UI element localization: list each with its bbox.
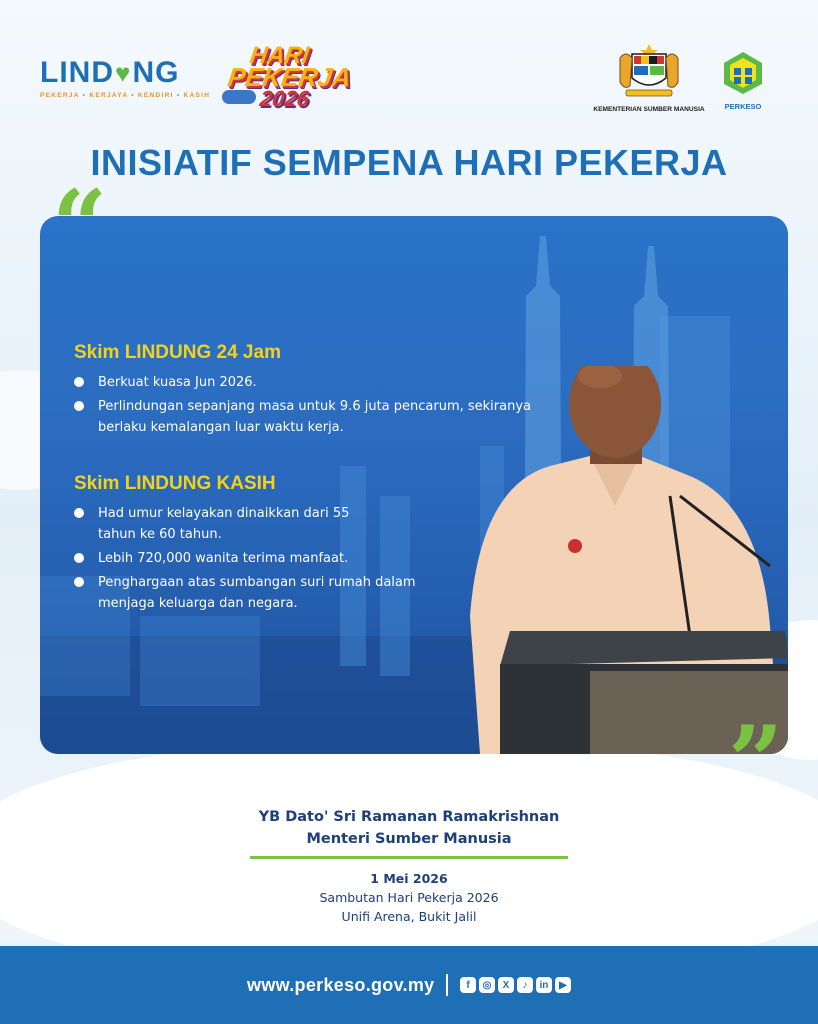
tiktok-icon[interactable]: ♪ (517, 977, 533, 993)
event-date: 1 Mei 2026 (370, 871, 448, 886)
bullet-icon (74, 377, 84, 387)
bullet-icon (74, 577, 84, 587)
footer-bar (0, 946, 818, 1024)
heart-icon: ♥ (115, 57, 132, 88)
logo-line-3: 2026 (258, 86, 311, 111)
bullet-icon (74, 508, 84, 518)
social-links (460, 977, 571, 993)
facebook-icon[interactable]: f (460, 977, 476, 993)
list-item-text: Berkuat kuasa Jun 2026. (98, 375, 257, 390)
youtube-icon[interactable]: ▶ (555, 977, 571, 993)
speaker-photo (440, 366, 788, 754)
instagram-icon[interactable]: ◎ (479, 977, 495, 993)
speaker-position: Menteri Sumber Manusia (306, 831, 512, 847)
lindung-tagline: PEKERJA • KERJAYA • KENDIRI • KASIH (40, 92, 211, 99)
website-link[interactable]: www.perkeso.gov.my (247, 974, 435, 995)
event-name: Sambutan Hari Pekerja 2026 (319, 890, 499, 905)
section-title: Skim LINDUNG KASIH (74, 473, 276, 494)
coat-of-arms-icon (612, 40, 686, 100)
page-title: INISIATIF SEMPENA HARI PEKERJA (90, 142, 728, 183)
list-item (74, 548, 454, 569)
logo-line-1: HARI (248, 42, 311, 69)
logo-line-2: PEKERJA (225, 62, 354, 92)
close-quote-icon: ” (728, 705, 784, 818)
section-lindung-kasih (74, 473, 454, 617)
list-item (74, 572, 454, 614)
perkeso-emblem-icon (720, 50, 766, 96)
divider (250, 856, 568, 859)
initiatives-card (40, 216, 788, 754)
lindung-prefix: LIND (40, 56, 114, 89)
hari-pekerja-logo (222, 42, 362, 114)
list-item-text: Lebih 720,000 wanita terima manfaat. (98, 551, 349, 566)
speaker-info (0, 806, 818, 926)
event-venue: Unifi Arena, Bukit Jalil (341, 909, 477, 924)
lindung-logo (40, 56, 210, 99)
divider (446, 974, 448, 996)
list-item (74, 503, 454, 545)
speaker-name: YB Dato' Sri Ramanan Ramakrishnan (258, 809, 560, 825)
list-item-text: Had umur kelayakan dinaikkan dari 55 tahun ke 60 tahun. (98, 506, 350, 542)
list-item-text: Penghargaan atas sumbangan suri rumah dalam menjaga keluarga dan negara. (98, 575, 416, 611)
list-item-text: Perlindungan sepanjang masa untuk 9.6 juta pencarum, sekiranya berlaku kemalangan luar waktu kerja. (98, 399, 531, 435)
section-title: Skim LINDUNG 24 Jam (74, 342, 281, 363)
linkedin-icon[interactable]: in (536, 977, 552, 993)
lindung-suffix: NG (132, 56, 180, 89)
ministry-name: KEMENTERIAN SUMBER MANUSIA (593, 106, 705, 113)
x-icon[interactable]: X (498, 977, 514, 993)
ministry-logo (590, 40, 708, 113)
perkeso-name: PERKESO (724, 102, 762, 111)
perkeso-logo (712, 50, 774, 111)
bullet-icon (74, 553, 84, 563)
bullet-icon (74, 401, 84, 411)
